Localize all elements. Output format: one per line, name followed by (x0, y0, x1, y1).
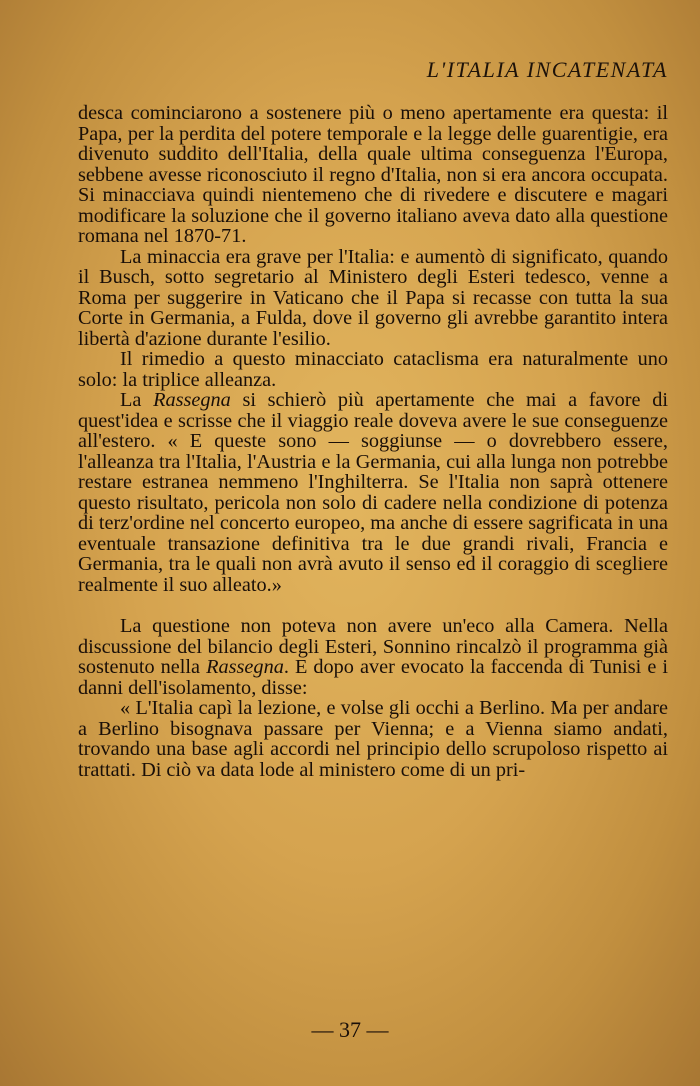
paragraph-text: Il rimedio a questo minacciato cataclisma era naturalmente uno solo: la triplice alleanza. (78, 348, 668, 391)
page-number: — 37 — (311, 1017, 389, 1042)
running-head: L'ITALIA INCATENATA (426, 57, 668, 82)
paragraph-text: La questione non poteva non avere un'eco alla Camera. Nella discussione del bilancio degli Esteri, Sonnino rincalzò il programma già sostenuto nella (78, 615, 668, 678)
paragraph-text: . E dopo aver evocato la faccenda di Tunisi e i danni dell'isolamento, disse: (78, 656, 668, 699)
paragraph (78, 247, 668, 350)
paragraph-text: La (120, 389, 154, 411)
body-text (78, 103, 668, 780)
paragraph-text: La minaccia era grave per l'Italia: e aumentò di significato, quando il Busch, sotto segretario al Ministero degli Esteri tedesco, venne a Roma per suggerire in Vaticano che il Papa si recasse con tutta la sua Corte in Germania, a Fulda, dove il governo gli avrebbe garantito intera libertà d'azione durante l'esilio. (78, 245, 668, 350)
italic-title: Rassegna (153, 389, 231, 411)
paragraph (78, 103, 668, 247)
paragraph-text: « L'Italia capì la lezione, e volse gli occhi a Berlino. Ma per andare a Berlino bisognava passare per Vienna; e a Vienna siamo andati, trovando una base agli accordi nel principio dello scrupoloso rispetto ai trattati. Di ciò va data lode al ministero come di un pri- (78, 697, 668, 781)
paragraph (78, 616, 668, 698)
paragraph (78, 349, 668, 390)
paragraph-text: si schierò più apertamente che mai a favore di quest'idea e scrisse che il viaggio reale doveva avere le sue conseguenze all'estero. « E queste sono — soggiunse — o dovrebbero essere, l'alleanza tra l'Italia, l'Austria e la Germania, cui alla lunga non potrebbe restare estranea nemmeno l'Inghilterra. Se l'Italia non saprà ottenere questo risultato, pericola non solo di cadere nella condizione di potenza di terz'ordine nel concerto europeo, ma anche di essere sagrificata in una eventuale transazione definitiva tra le due grandi rivali, Francia e Germania, tra le quali non avrà avuto il senso ed il coraggio di scegliere realmente il suo alleato.» (78, 389, 668, 596)
paragraph (78, 390, 668, 595)
paragraph (78, 698, 668, 780)
paragraph-text: desca cominciarono a sostenere più o meno apertamente era questa: il Papa, per la perdita del potere temporale e la legge delle guarentigie, era divenuto suddito dell'Italia, della quale ultima conseguenza l'Europa, sebbene avesse riconosciuto il regno d'Italia, non si era ancora occupata. Si minacciava quindi nientemeno che di rivedere e discutere e magari modificare la soluzione che il governo italiano aveva dato alla questione romana nel 1870-71. (78, 102, 668, 247)
italic-title: Rassegna (206, 656, 284, 678)
